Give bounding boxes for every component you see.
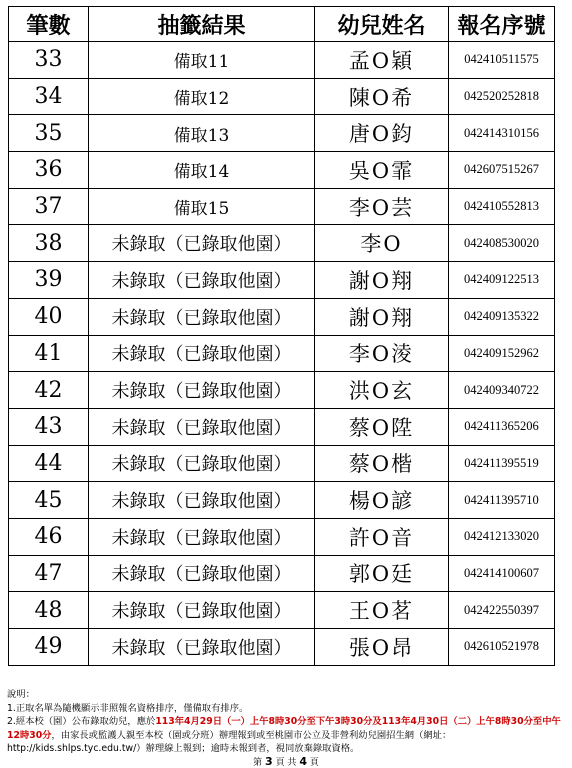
- table-row: [9, 629, 555, 666]
- row-child-name: 郭O廷: [315, 555, 449, 592]
- row-child-name: 蔡O楷: [315, 445, 449, 482]
- row-child-name: 李O淩: [315, 335, 449, 372]
- footer-total-pages: 4: [299, 755, 307, 768]
- row-child-name: 唐O鈞: [315, 115, 449, 152]
- row-child-name: 陳O希: [315, 78, 449, 115]
- notes-line-1: 1.正取名單為隨機顯示非照報名資格排序，僅備取有排序。: [7, 702, 249, 714]
- row-number: 34: [9, 78, 89, 115]
- row-lottery-result: 未錄取（已錄取他園）: [89, 445, 315, 482]
- row-lottery-result: 未錄取（已錄取他園）: [89, 372, 315, 409]
- row-registration-number: 042414100607: [449, 555, 555, 592]
- row-number: 39: [9, 262, 89, 299]
- row-lottery-result: 備取11: [89, 42, 315, 79]
- row-registration-number: 042610521978: [449, 629, 555, 666]
- row-registration-number: 042414310156: [449, 115, 555, 152]
- row-number: 42: [9, 372, 89, 409]
- table-row: [9, 42, 555, 79]
- row-lottery-result: 備取13: [89, 115, 315, 152]
- table-row: [9, 555, 555, 592]
- row-child-name: 李O芸: [315, 188, 449, 225]
- row-child-name: 孟O穎: [315, 42, 449, 79]
- row-child-name: 洪O玄: [315, 372, 449, 409]
- notes-heading: 說明：: [7, 689, 35, 700]
- row-number: 48: [9, 592, 89, 629]
- row-child-name: 楊O諺: [315, 482, 449, 519]
- row-registration-number: 042411395519: [449, 445, 555, 482]
- table-row: [9, 482, 555, 519]
- table-row: [9, 115, 555, 152]
- table-row: [9, 372, 555, 409]
- table-row: [9, 262, 555, 299]
- table-row: [9, 78, 555, 115]
- row-registration-number: 042607515267: [449, 152, 555, 189]
- row-lottery-result: 未錄取（已錄取他園）: [89, 335, 315, 372]
- row-lottery-result: 未錄取（已錄取他園）: [89, 555, 315, 592]
- table-row: [9, 408, 555, 445]
- row-registration-number: 042410511575: [449, 42, 555, 79]
- row-lottery-result: 未錄取（已錄取他園）: [89, 408, 315, 445]
- row-number: 41: [9, 335, 89, 372]
- table-row: [9, 298, 555, 335]
- admission-results-table: [8, 6, 555, 666]
- notes-section: [7, 688, 567, 756]
- table-row: [9, 518, 555, 555]
- footer-middle: 頁 共: [275, 758, 297, 768]
- row-number: 35: [9, 115, 89, 152]
- header-child-name: 幼兒姓名: [315, 7, 449, 42]
- row-number: 40: [9, 298, 89, 335]
- page-footer: [0, 755, 572, 768]
- row-registration-number: 042520252818: [449, 78, 555, 115]
- row-number: 45: [9, 482, 89, 519]
- row-number: 46: [9, 518, 89, 555]
- row-registration-number: 042422550397: [449, 592, 555, 629]
- table-row: [9, 152, 555, 189]
- row-registration-number: 042411365206: [449, 408, 555, 445]
- table-row: [9, 335, 555, 372]
- row-lottery-result: 備取12: [89, 78, 315, 115]
- row-registration-number: 042411395710: [449, 482, 555, 519]
- row-lottery-result: 未錄取（已錄取他園）: [89, 592, 315, 629]
- footer-prefix: 第: [253, 758, 263, 768]
- table-header-row: [9, 7, 555, 42]
- row-lottery-result: 未錄取（已錄取他園）: [89, 298, 315, 335]
- row-number: 38: [9, 225, 89, 262]
- row-number: 49: [9, 629, 89, 666]
- row-child-name: 王O茗: [315, 592, 449, 629]
- row-lottery-result: 備取14: [89, 152, 315, 189]
- row-child-name: 許O音: [315, 518, 449, 555]
- notes-line-2: [7, 715, 567, 756]
- row-registration-number: 042412133020: [449, 518, 555, 555]
- row-number: 43: [9, 408, 89, 445]
- notes-reporting-deadline: 113年4月29日（一）上午8時30分至下午3時30分及113年4月30日（二）上午8時30分至中午12時30分: [7, 716, 561, 741]
- row-lottery-result: 未錄取（已錄取他園）: [89, 629, 315, 666]
- row-number: 33: [9, 42, 89, 79]
- footer-page-number: 3: [265, 755, 273, 768]
- row-child-name: 蔡O陞: [315, 408, 449, 445]
- table-row: [9, 225, 555, 262]
- row-lottery-result: 未錄取（已錄取他園）: [89, 518, 315, 555]
- row-number: 36: [9, 152, 89, 189]
- header-lottery-result: 抽籤結果: [89, 7, 315, 42]
- row-child-name: 謝O翔: [315, 298, 449, 335]
- table-row: [9, 188, 555, 225]
- row-registration-number: 042409340722: [449, 372, 555, 409]
- row-number: 44: [9, 445, 89, 482]
- row-registration-number: 042408530020: [449, 225, 555, 262]
- row-number: 47: [9, 555, 89, 592]
- row-registration-number: 042409152962: [449, 335, 555, 372]
- table-body: [9, 42, 555, 666]
- header-count: 筆數: [9, 7, 89, 42]
- row-child-name: 吳O霏: [315, 152, 449, 189]
- row-lottery-result: 未錄取（已錄取他園）: [89, 262, 315, 299]
- footer-suffix: 頁: [309, 758, 319, 768]
- row-lottery-result: 備取15: [89, 188, 315, 225]
- row-registration-number: 042410552813: [449, 188, 555, 225]
- row-child-name: 謝O翔: [315, 262, 449, 299]
- header-registration-number: 報名序號: [449, 7, 555, 42]
- table-row: [9, 592, 555, 629]
- row-lottery-result: 未錄取（已錄取他園）: [89, 482, 315, 519]
- row-child-name: 張O昂: [315, 629, 449, 666]
- notes-line-2-start: 2.經本校（園）公布錄取幼兒，應於: [7, 716, 156, 727]
- row-registration-number: 042409122513: [449, 262, 555, 299]
- row-child-name: 李O: [315, 225, 449, 262]
- row-lottery-result: 未錄取（已錄取他園）: [89, 225, 315, 262]
- row-registration-number: 042409135322: [449, 298, 555, 335]
- table-row: [9, 445, 555, 482]
- notes-line-2-end: ，由家長或監護人親至本校（園或分班）辦理報到或至桃園市公立及非營利幼兒園招生網（網址：http://kids.shlps.tyc.edu.tw/）辦理線上報到；逾時未報到者，視同放棄錄取資格。: [7, 729, 452, 754]
- row-number: 37: [9, 188, 89, 225]
